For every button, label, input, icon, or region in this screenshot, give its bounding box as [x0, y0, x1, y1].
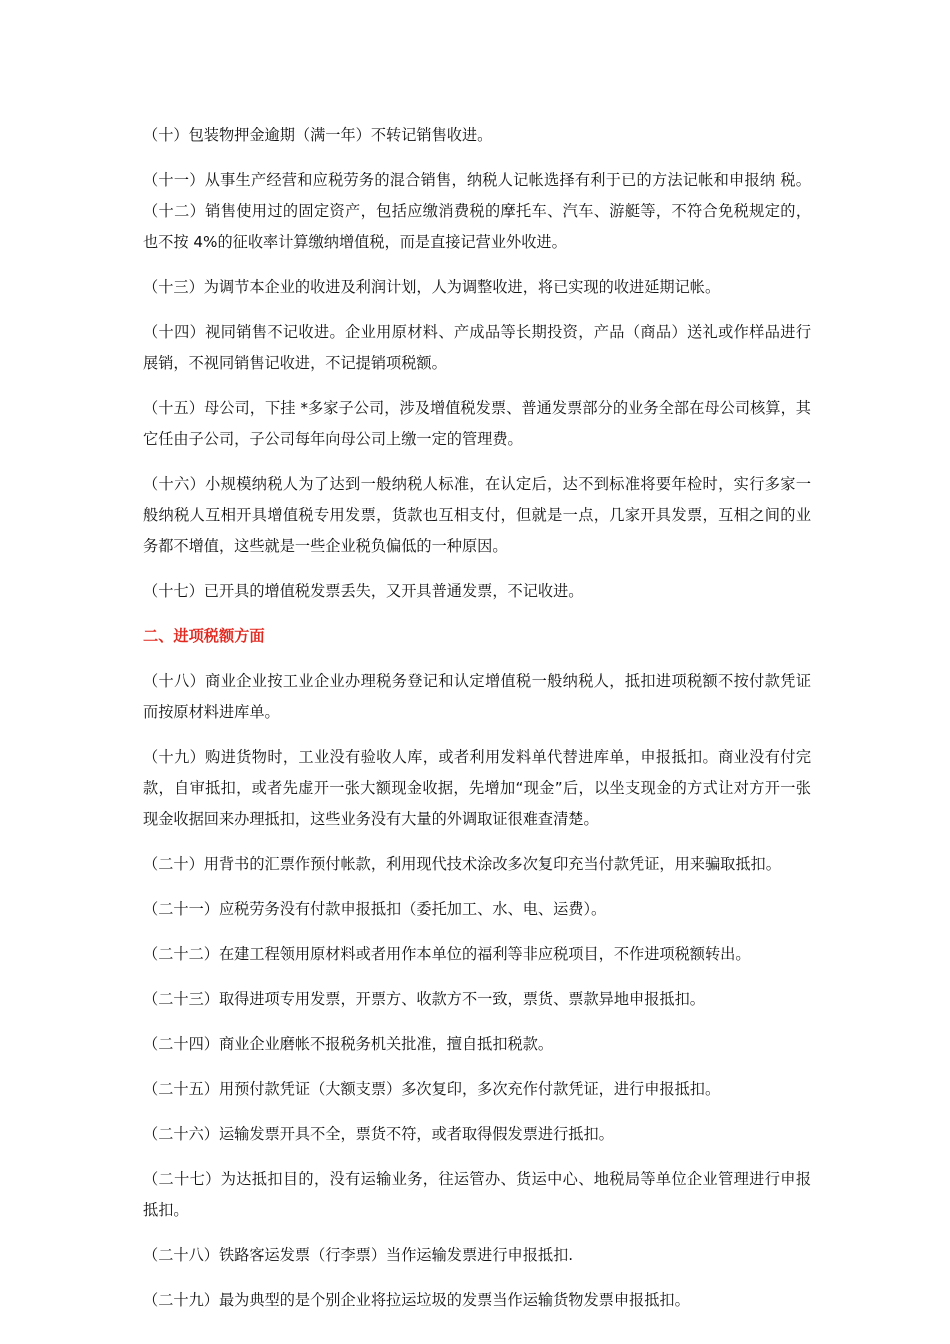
- paragraph-item-21: （二十一）应税劳务没有付款申报抵扣（委托加工、水、电、运费）。: [143, 900, 607, 918]
- paragraph-item-16: （十六）小规模纳税人为了达到一般纳税人标准，在认定后，达不到标准将要年检时，实行多家一般纳税人互相开具增值税专用发票，货款也互相支付，但就是一点，几家开具发票，互相之间的业务都不增值，这些就是一些企业税负偏低的一种原因。: [143, 475, 811, 555]
- paragraph-item-24: （二十四）商业企业磨帐不报税务机关批准，擅自抵扣税款。: [143, 1035, 554, 1053]
- paragraph-item-28: （二十八）铁路客运发票（行李票）当作运输发票进行申报抵扣.: [143, 1246, 574, 1264]
- document-page: [143, 120, 811, 1330]
- paragraph-item-10: （十）包装物押金逾期（满一年）不转记销售收进。: [143, 126, 493, 144]
- paragraph-item-11-12: （十一）从事生产经营和应税劳务的混合销售，纳税人记帐选择有利于已的方法记帐和申报纳 税。（十二）销售使用过的固定资产，包括应缴消费税的摩托车、汽车、游艇等，不符合免税规定的，也不按 4%的征收率计算缴纳增值税，而是直接记营业外收进。: [143, 171, 811, 251]
- paragraph-item-15: （十五）母公司，下挂 *多家子公司，涉及增值税发票、普通发票部分的业务全部在母公司核算，其它任由子公司，子公司每年向母公司上缴一定的管理费。: [143, 399, 811, 448]
- section-heading-input-tax: 二、进项税额方面: [143, 627, 265, 645]
- paragraph-item-27: （二十七）为达抵扣目的，没有运输业务，往运管办、货运中心、地税局等单位企业管理进行申报抵扣。: [143, 1170, 811, 1219]
- paragraph-item-23: （二十三）取得进项专用发票，开票方、收款方不一致，票货、票款异地申报抵扣。: [143, 990, 705, 1008]
- paragraph-item-14: （十四）视同销售不记收进。企业用原材料、产成品等长期投资，产品（商品）送礼或作样品进行展销，不视同销售记收进，不记提销项税额。: [143, 323, 811, 372]
- paragraph-item-22: （二十二）在建工程领用原材料或者用作本单位的福利等非应税项目，不作进项税额转出。: [143, 945, 751, 963]
- paragraph-item-29: （二十九）最为典型的是个别企业将拉运垃圾的发票当作运输货物发票申报抵扣。: [143, 1291, 690, 1309]
- paragraph-item-20: （二十）用背书的汇票作预付帐款，利用现代技术涂改多次复印充当付款凭证，用来骗取抵扣。: [143, 855, 781, 873]
- paragraph-item-13: （十三）为调节本企业的收进及利润计划，人为调整收进，将已实现的收进延期记帐。: [143, 278, 721, 296]
- paragraph-item-25: （二十五）用预付款凭证（大额支票）多次复印，多次充作付款凭证，进行申报抵扣。: [143, 1080, 721, 1098]
- paragraph-item-17: （十七）已开具的增值税发票丢失，又开具普通发票，不记收进。: [143, 582, 584, 600]
- paragraph-item-19: （十九）购进货物时，工业没有验收人库，或者利用发料单代替进库单，申报抵扣。商业没有付完款，自审抵扣，或者先虚开一张大额现金收据，先增加“现金”后，以坐支现金的方式让对方开一张现金收据回来办理抵扣，这些业务没有大量的外调取证很难查清楚。: [143, 748, 811, 828]
- paragraph-item-18: （十八）商业企业按工业企业办理税务登记和认定增值税一般纳税人，抵扣进项税额不按付款凭证而按原材料进库单。: [143, 672, 811, 721]
- paragraph-item-26: （二十六）运输发票开具不全，票货不符，或者取得假发票进行抵扣。: [143, 1125, 614, 1143]
